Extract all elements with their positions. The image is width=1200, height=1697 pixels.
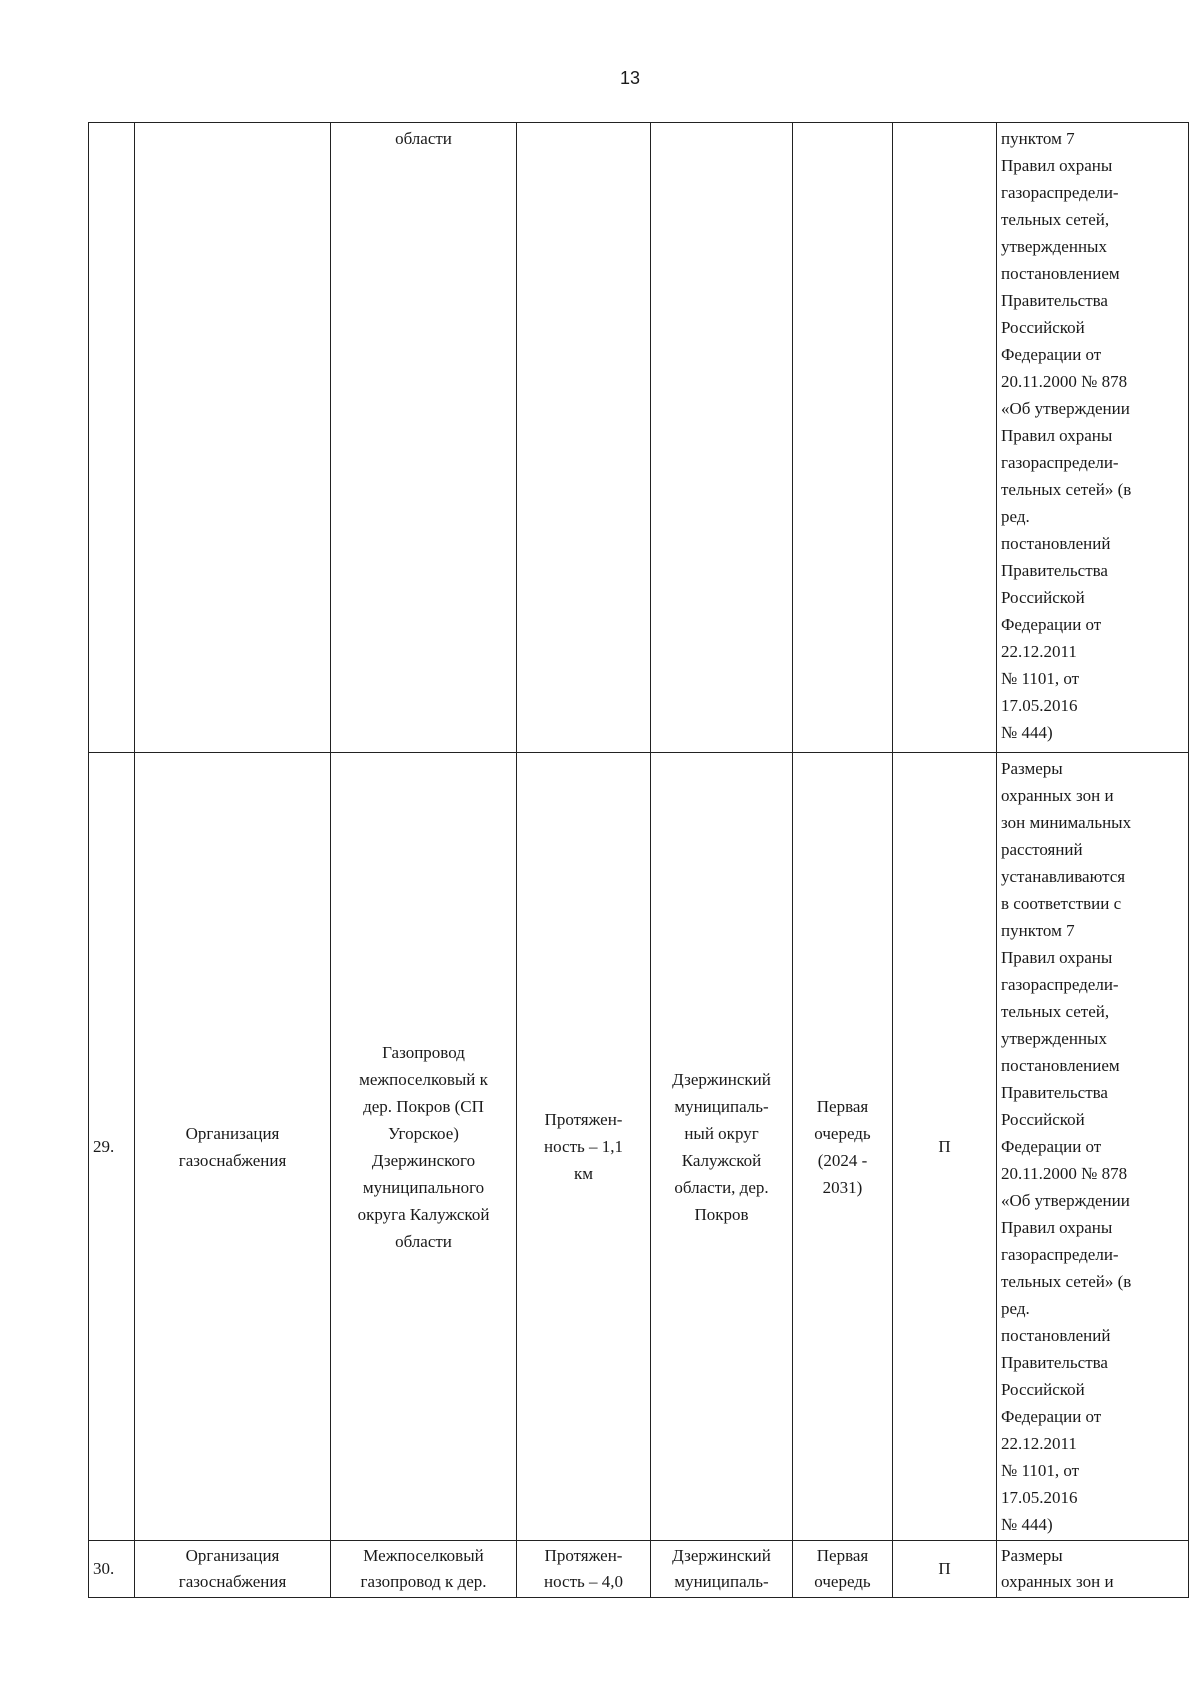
characteristics-cell xyxy=(517,123,651,753)
row-number-cell: 29. xyxy=(89,753,135,1541)
page-number: 13 xyxy=(619,68,641,88)
characteristics-cell: Протяжен- ность – 1,1 км xyxy=(517,753,651,1541)
table-row xyxy=(89,1541,1189,1598)
object-name-cell: области xyxy=(331,123,517,753)
zones-cell: Размеры охранных зон и xyxy=(997,1541,1189,1598)
table-row xyxy=(89,123,1189,753)
period-cell xyxy=(793,123,893,753)
purpose-cell xyxy=(135,123,331,753)
row-number-cell: 30. xyxy=(89,1541,135,1598)
purpose-cell: Организация газоснабжения xyxy=(135,753,331,1541)
period-cell: Первая очередь xyxy=(793,1541,893,1598)
object-name-cell: Газопровод межпоселковый к дер. Покров (СП Угорское) Дзержинского муниципального округа Калужской области xyxy=(331,753,517,1541)
status-cell xyxy=(893,123,997,753)
zones-cell: пунктом 7 Правил охраны газораспредели- тельных сетей, утвержденных постановлением Правительства Российской Федерации от 20.11.2000 № 878 «Об утверждении Правил охраны газораспредели- тельных сетей» (в ред. постановлений Правительства Российской Федерации от 22.12.2011 № 1101, от 17.05.2016 № 444) xyxy=(997,123,1189,753)
location-cell: Дзержинский муниципаль- ный округ Калужской области, дер. Покров xyxy=(651,753,793,1541)
characteristics-cell: Протяжен- ность – 4,0 xyxy=(517,1541,651,1598)
status-cell: П xyxy=(893,1541,997,1598)
row-number-cell xyxy=(89,123,135,753)
table-row xyxy=(89,753,1189,1541)
object-name-cell: Межпоселковый газопровод к дер. xyxy=(331,1541,517,1598)
purpose-cell: Организация газоснабжения xyxy=(135,1541,331,1598)
status-cell: П xyxy=(893,753,997,1541)
location-cell xyxy=(651,123,793,753)
infrastructure-table xyxy=(88,122,1189,1598)
period-cell: Первая очередь (2024 - 2031) xyxy=(793,753,893,1541)
zones-cell: Размеры охранных зон и зон минимальных расстояний устанавливаются в соответствии с пунктом 7 Правил охраны газораспредели- тельных сетей, утвержденных постановлением Правительства Российской Федерации от 20.11.2000 № 878 «Об утверждении Правил охраны газораспредели- тельных сетей» (в ред. постановлений Правительства Российской Федерации от 22.12.2011 № 1101, от 17.05.2016 № 444) xyxy=(997,753,1189,1541)
location-cell: Дзержинский муниципаль- xyxy=(651,1541,793,1598)
